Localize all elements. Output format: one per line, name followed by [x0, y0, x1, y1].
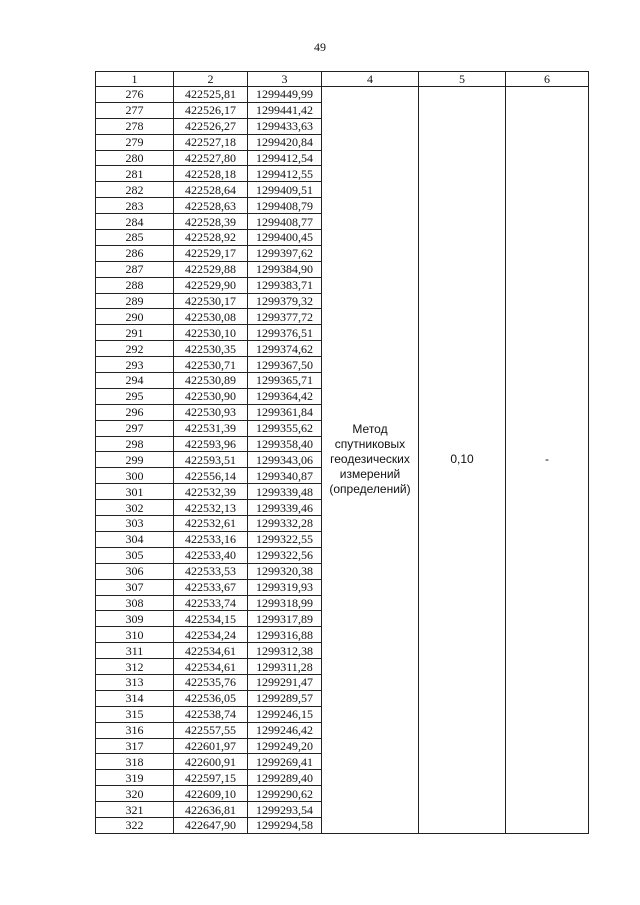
x-coordinate-cell: 422525,81: [174, 87, 248, 103]
y-coordinate-cell: 1299400,45: [248, 230, 322, 246]
point-number-cell: 307: [96, 579, 174, 595]
method-text-line: Метод: [352, 422, 388, 437]
point-number-cell: 291: [96, 325, 174, 341]
x-coordinate-cell: 422593,51: [174, 452, 248, 468]
x-coordinate-cell: 422528,92: [174, 230, 248, 246]
point-number-cell: 282: [96, 182, 174, 198]
column-header: 6: [506, 72, 589, 87]
x-coordinate-cell: 422532,39: [174, 484, 248, 500]
y-coordinate-cell: 1299379,32: [248, 293, 322, 309]
point-number-cell: 277: [96, 102, 174, 118]
x-coordinate-cell: 422601,97: [174, 738, 248, 754]
y-coordinate-cell: 1299397,62: [248, 245, 322, 261]
y-coordinate-cell: 1299246,42: [248, 722, 322, 738]
y-coordinate-cell: 1299383,71: [248, 277, 322, 293]
point-number-cell: 300: [96, 468, 174, 484]
y-coordinate-cell: 1299449,99: [248, 87, 322, 103]
x-coordinate-cell: 422526,27: [174, 118, 248, 134]
y-coordinate-cell: 1299269,41: [248, 754, 322, 770]
point-number-cell: 312: [96, 659, 174, 675]
point-number-cell: 290: [96, 309, 174, 325]
point-number-cell: 280: [96, 150, 174, 166]
y-coordinate-cell: 1299340,87: [248, 468, 322, 484]
y-coordinate-cell: 1299433,63: [248, 118, 322, 134]
x-coordinate-cell: 422528,39: [174, 214, 248, 230]
point-number-cell: 295: [96, 388, 174, 404]
x-coordinate-cell: 422535,76: [174, 674, 248, 690]
x-coordinate-cell: 422556,14: [174, 468, 248, 484]
y-coordinate-cell: 1299367,50: [248, 357, 322, 373]
y-coordinate-cell: 1299322,55: [248, 531, 322, 547]
point-number-cell: 293: [96, 357, 174, 373]
y-coordinate-cell: 1299364,42: [248, 388, 322, 404]
x-coordinate-cell: 422557,55: [174, 722, 248, 738]
point-number-cell: 286: [96, 245, 174, 261]
x-coordinate-cell: 422533,53: [174, 563, 248, 579]
x-coordinate-cell: 422530,71: [174, 357, 248, 373]
column-header: 2: [174, 72, 248, 87]
y-coordinate-cell: 1299289,40: [248, 770, 322, 786]
point-number-cell: 319: [96, 770, 174, 786]
point-number-cell: 301: [96, 484, 174, 500]
x-coordinate-cell: 422636,81: [174, 802, 248, 818]
table-row: [96, 87, 589, 103]
point-number-cell: 309: [96, 611, 174, 627]
point-number-cell: 281: [96, 166, 174, 182]
y-coordinate-cell: 1299409,51: [248, 182, 322, 198]
x-coordinate-cell: 422536,05: [174, 690, 248, 706]
y-coordinate-cell: 1299377,72: [248, 309, 322, 325]
x-coordinate-cell: 422533,40: [174, 547, 248, 563]
y-coordinate-cell: 1299420,84: [248, 134, 322, 150]
x-coordinate-cell: 422532,13: [174, 500, 248, 516]
x-coordinate-cell: 422538,74: [174, 706, 248, 722]
accuracy-cell: 0,10: [419, 87, 506, 834]
table-body: [96, 87, 589, 834]
y-coordinate-cell: 1299441,42: [248, 102, 322, 118]
point-number-cell: 314: [96, 690, 174, 706]
y-coordinate-cell: 1299408,79: [248, 198, 322, 214]
point-number-cell: 292: [96, 341, 174, 357]
point-number-cell: 322: [96, 817, 174, 833]
note-cell: -: [506, 87, 589, 834]
x-coordinate-cell: 422534,61: [174, 643, 248, 659]
point-number-cell: 283: [96, 198, 174, 214]
x-coordinate-cell: 422529,17: [174, 245, 248, 261]
x-coordinate-cell: 422600,91: [174, 754, 248, 770]
point-number-cell: 305: [96, 547, 174, 563]
y-coordinate-cell: 1299290,62: [248, 786, 322, 802]
point-number-cell: 308: [96, 595, 174, 611]
point-number-cell: 297: [96, 420, 174, 436]
x-coordinate-cell: 422527,18: [174, 134, 248, 150]
x-coordinate-cell: 422534,61: [174, 659, 248, 675]
x-coordinate-cell: 422530,08: [174, 309, 248, 325]
x-coordinate-cell: 422530,89: [174, 373, 248, 389]
y-coordinate-cell: 1299316,88: [248, 627, 322, 643]
x-coordinate-cell: 422532,61: [174, 516, 248, 532]
y-coordinate-cell: 1299312,38: [248, 643, 322, 659]
point-number-cell: 321: [96, 802, 174, 818]
x-coordinate-cell: 422528,64: [174, 182, 248, 198]
x-coordinate-cell: 422533,74: [174, 595, 248, 611]
column-header: 5: [419, 72, 506, 87]
y-coordinate-cell: 1299384,90: [248, 261, 322, 277]
x-coordinate-cell: 422530,93: [174, 404, 248, 420]
x-coordinate-cell: 422530,10: [174, 325, 248, 341]
method-text-line: спутниковых: [334, 437, 406, 452]
point-number-cell: 299: [96, 452, 174, 468]
y-coordinate-cell: 1299408,77: [248, 214, 322, 230]
point-number-cell: 317: [96, 738, 174, 754]
y-coordinate-cell: 1299412,54: [248, 150, 322, 166]
y-coordinate-cell: 1299374,62: [248, 341, 322, 357]
x-coordinate-cell: 422528,18: [174, 166, 248, 182]
y-coordinate-cell: 1299339,48: [248, 484, 322, 500]
x-coordinate-cell: 422529,88: [174, 261, 248, 277]
point-number-cell: 284: [96, 214, 174, 230]
point-number-cell: 313: [96, 674, 174, 690]
x-coordinate-cell: 422529,90: [174, 277, 248, 293]
y-coordinate-cell: 1299318,99: [248, 595, 322, 611]
point-number-cell: 303: [96, 516, 174, 532]
x-coordinate-cell: 422526,17: [174, 102, 248, 118]
y-coordinate-cell: 1299246,15: [248, 706, 322, 722]
y-coordinate-cell: 1299365,71: [248, 373, 322, 389]
point-number-cell: 318: [96, 754, 174, 770]
x-coordinate-cell: 422531,39: [174, 420, 248, 436]
y-coordinate-cell: 1299293,54: [248, 802, 322, 818]
y-coordinate-cell: 1299343,06: [248, 452, 322, 468]
point-number-cell: 278: [96, 118, 174, 134]
x-coordinate-cell: 422647,90: [174, 817, 248, 833]
coordinates-table: [95, 71, 589, 834]
point-number-cell: 320: [96, 786, 174, 802]
x-coordinate-cell: 422530,35: [174, 341, 248, 357]
x-coordinate-cell: 422534,15: [174, 611, 248, 627]
x-coordinate-cell: 422530,17: [174, 293, 248, 309]
y-coordinate-cell: 1299376,51: [248, 325, 322, 341]
method-text-line: геодезических: [330, 452, 410, 467]
column-header: 3: [248, 72, 322, 87]
point-number-cell: 302: [96, 500, 174, 516]
column-header: 1: [96, 72, 174, 87]
header-row: [96, 72, 589, 87]
method-text-line: измерений: [339, 467, 401, 482]
x-coordinate-cell: 422533,16: [174, 531, 248, 547]
x-coordinate-cell: 422609,10: [174, 786, 248, 802]
y-coordinate-cell: 1299361,84: [248, 404, 322, 420]
y-coordinate-cell: 1299289,57: [248, 690, 322, 706]
point-number-cell: 298: [96, 436, 174, 452]
y-coordinate-cell: 1299317,89: [248, 611, 322, 627]
x-coordinate-cell: 422534,24: [174, 627, 248, 643]
x-coordinate-cell: 422530,90: [174, 388, 248, 404]
point-number-cell: 296: [96, 404, 174, 420]
point-number-cell: 276: [96, 87, 174, 103]
method-cell: [322, 87, 419, 834]
point-number-cell: 294: [96, 373, 174, 389]
point-number-cell: 287: [96, 261, 174, 277]
point-number-cell: 316: [96, 722, 174, 738]
x-coordinate-cell: 422533,67: [174, 579, 248, 595]
y-coordinate-cell: 1299412,55: [248, 166, 322, 182]
y-coordinate-cell: 1299311,28: [248, 659, 322, 675]
point-number-cell: 306: [96, 563, 174, 579]
x-coordinate-cell: 422597,15: [174, 770, 248, 786]
point-number-cell: 279: [96, 134, 174, 150]
point-number-cell: 311: [96, 643, 174, 659]
column-header: 4: [322, 72, 419, 87]
method-text-line: (определений): [329, 482, 411, 497]
x-coordinate-cell: 422527,80: [174, 150, 248, 166]
y-coordinate-cell: 1299294,58: [248, 817, 322, 833]
point-number-cell: 310: [96, 627, 174, 643]
y-coordinate-cell: 1299320,38: [248, 563, 322, 579]
x-coordinate-cell: 422593,96: [174, 436, 248, 452]
y-coordinate-cell: 1299291,47: [248, 674, 322, 690]
point-number-cell: 289: [96, 293, 174, 309]
y-coordinate-cell: 1299339,46: [248, 500, 322, 516]
y-coordinate-cell: 1299249,20: [248, 738, 322, 754]
y-coordinate-cell: 1299332,28: [248, 516, 322, 532]
y-coordinate-cell: 1299319,93: [248, 579, 322, 595]
y-coordinate-cell: 1299355,62: [248, 420, 322, 436]
x-coordinate-cell: 422528,63: [174, 198, 248, 214]
point-number-cell: 304: [96, 531, 174, 547]
point-number-cell: 288: [96, 277, 174, 293]
y-coordinate-cell: 1299322,56: [248, 547, 322, 563]
page-number: 49: [314, 40, 326, 54]
point-number-cell: 285: [96, 230, 174, 246]
point-number-cell: 315: [96, 706, 174, 722]
y-coordinate-cell: 1299358,40: [248, 436, 322, 452]
